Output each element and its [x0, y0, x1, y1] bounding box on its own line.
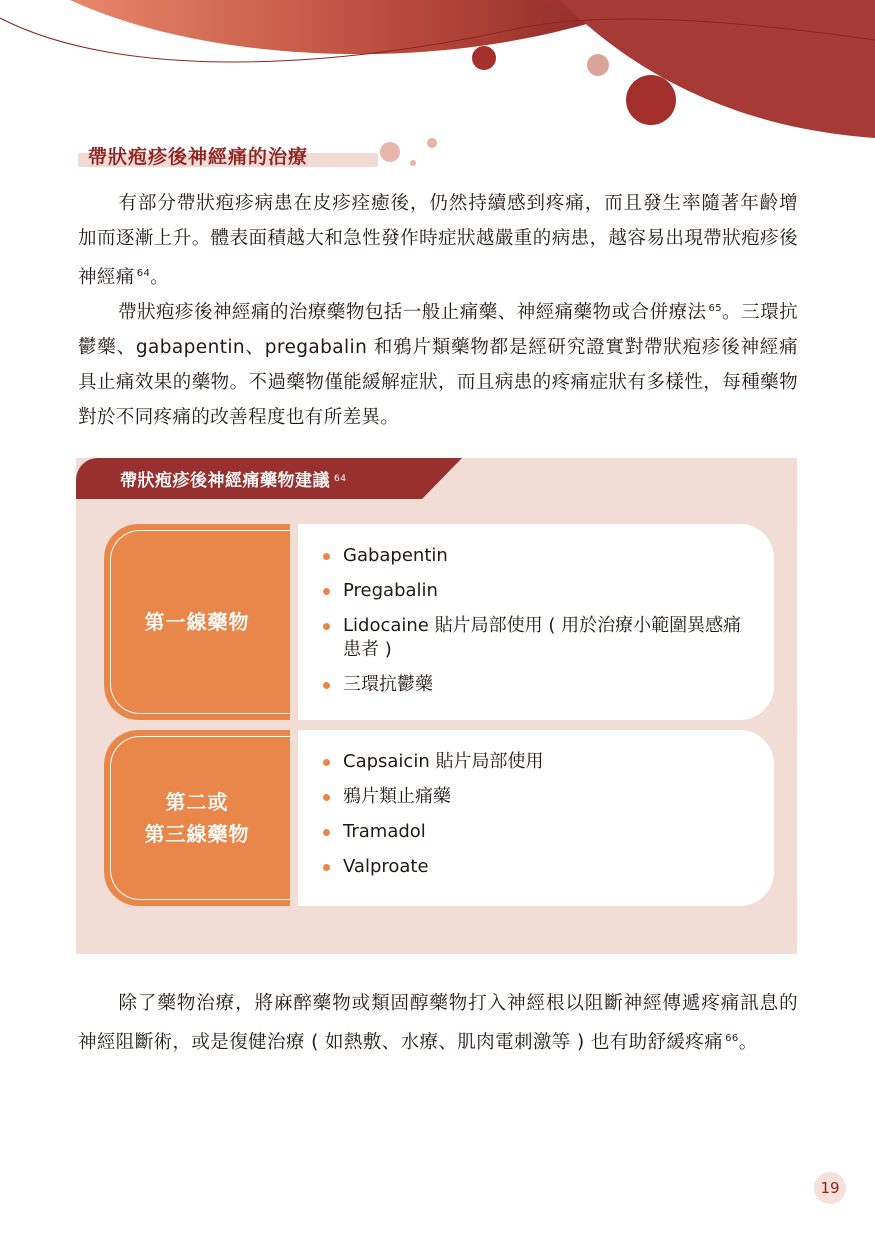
paragraph-2: 帶狀疱疹後神經痛的治療藥物包括一般止痛藥、神經痛藥物或合併療法 $^{65}$。三環抗鬱藥、gabapentin、pregabalin 和鴉片類藥物都是經研究證實對帶狀疱疹後神經痛具止痛效果的藥物。不過藥物僅能緩解症狀，而且病患的疼痛症狀有多樣性，每種藥物對於不同疼痛的改善程度也有所差異。 — [78, 302, 798, 428]
section-title: 帶狀疱疹後神經痛的治療 — [88, 145, 309, 168]
reference-65: 65 — [708, 303, 723, 314]
list-item: 三環抗鬱藥 — [320, 673, 750, 697]
second-line-list — [320, 750, 750, 890]
reference-64-box: 64 — [334, 473, 347, 484]
recommendation-tab — [76, 458, 422, 499]
reference-66: 66 — [725, 1033, 739, 1044]
first-line-label: 第一線藥物 — [104, 524, 290, 720]
section-heading — [78, 140, 308, 170]
first-line-row — [104, 524, 774, 720]
list-item: Capsaicin 貼片局部使用 — [320, 750, 750, 774]
list-item: Gabapentin — [320, 544, 750, 568]
list-item: Pregabalin — [320, 579, 750, 603]
paragraph-1: 有部分帶狀疱疹病患在皮疹痊癒後，仍然持續感到疼痛，而且發生率隨著年齡增加而逐漸上升。體表面積越大和急性發作時症狀越嚴重的病患，越容易出現帶狀疱疹後神經痛 $^{64}$。 — [78, 193, 798, 288]
reference-64: 64 — [136, 268, 151, 279]
second-line-label: 第二或 第三線藥物 — [104, 730, 290, 906]
list-item: Tramadol — [320, 820, 750, 844]
list-item: Lidocaine 貼片局部使用 ( 用於治療小範圍異感痛患者 ) — [320, 614, 750, 662]
paragraph-3: 除了藥物治療，將麻醉藥物或類固醇藥物打入神經根以阻斷神經傳遞疼痛訊息的神經阻斷術，或是復健治療 ( 如熱敷、水療、肌肉電刺激等 ) 也有助舒緩疼痛 $^{66}$。 — [78, 993, 798, 1053]
first-line-list — [320, 544, 750, 708]
page-number: 19 — [814, 1172, 846, 1204]
second-line-row — [104, 730, 774, 906]
recommendation-box — [76, 458, 797, 954]
list-item: 鴉片類止痛藥 — [320, 785, 750, 809]
list-item: Valproate — [320, 855, 750, 879]
recommendation-title: 帶狀疱疹後神經痛藥物建議 — [120, 471, 330, 491]
